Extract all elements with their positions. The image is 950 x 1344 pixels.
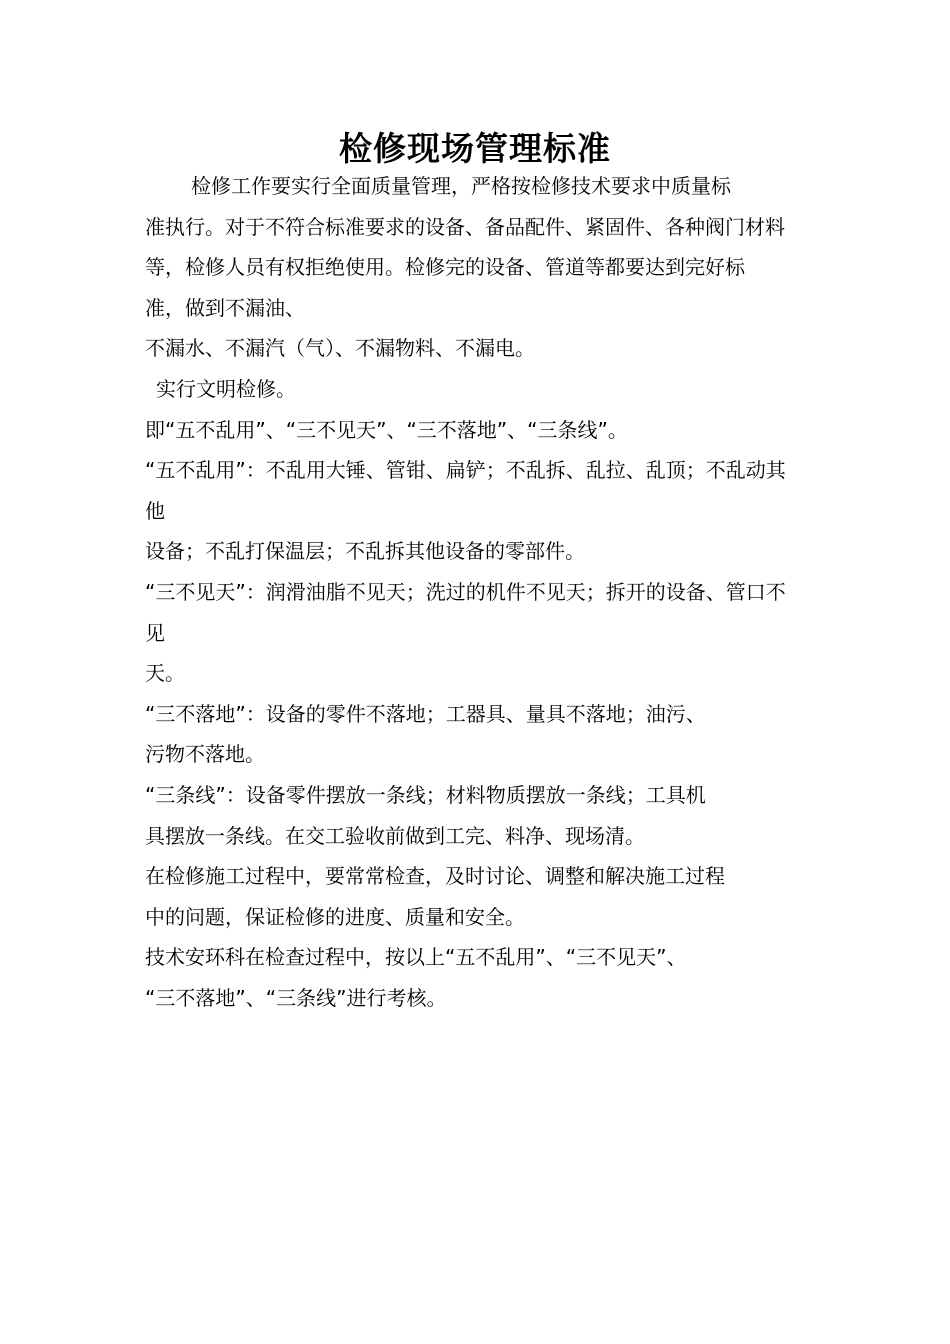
document-title: 检修现场管理标准 <box>339 129 611 168</box>
paragraph-line: “五不乱用”：不乱用大锤、管钳、扁铲；不乱拆、乱拉、乱顶；不乱动其 <box>145 458 786 483</box>
paragraph-line: 等，检修人员有权拒绝使用。检修完的设备、管道等都要达到完好标 <box>145 255 745 280</box>
paragraph-line: 污物不落地。 <box>145 742 265 767</box>
paragraph-line: 即“五不乱用”、“三不见天”、“三不落地”、“三条线”。 <box>145 417 628 442</box>
paragraph-line: 设备；不乱打保温层；不乱拆其他设备的零部件。 <box>145 539 585 564</box>
paragraph-line: 检修工作要实行全面质量管理，严格按检修技术要求中质量标 <box>191 174 731 198</box>
paragraph-line: 在检修施工过程中，要常常检查，及时讨论、调整和解决施工过程 <box>145 864 725 889</box>
paragraph-line: “三条线”：设备零件摆放一条线；材料物质摆放一条线；工具机 <box>145 782 706 807</box>
paragraph-line: 中的问题，保证检修的进度、质量和安全。 <box>145 904 525 929</box>
paragraph-line: 具摆放一条线。在交工验收前做到工完、料净、现场清。 <box>145 823 645 848</box>
paragraph-line: 见 <box>145 620 165 645</box>
paragraph-line: “三不落地”：设备的零件不落地；工器具、量具不落地；油污、 <box>145 701 706 726</box>
paragraph-line: 他 <box>145 498 165 523</box>
paragraph-line: 不漏水、不漏汽（气）、不漏物料、不漏电。 <box>145 336 535 361</box>
paragraph-line: 准执行。对于不符合标准要求的设备、备品配件、紧固件、各种阀门材料 <box>145 214 785 239</box>
paragraph-line: “三不落地”、“三条线”进行考核。 <box>145 985 447 1010</box>
document-body <box>145 166 810 1018</box>
paragraph-line: 天。 <box>145 661 185 686</box>
paragraph-line: 技术安环科在检查过程中，按以上“五不乱用”、“三不见天”、 <box>145 945 687 970</box>
paragraph-line: 准，做到不漏油、 <box>145 295 305 320</box>
paragraph-line: “三不见天”：润滑油脂不见天；洗过的机件不见天；拆开的设备、管口不 <box>145 579 786 604</box>
paragraph-line: 实行文明检修。 <box>156 376 296 401</box>
